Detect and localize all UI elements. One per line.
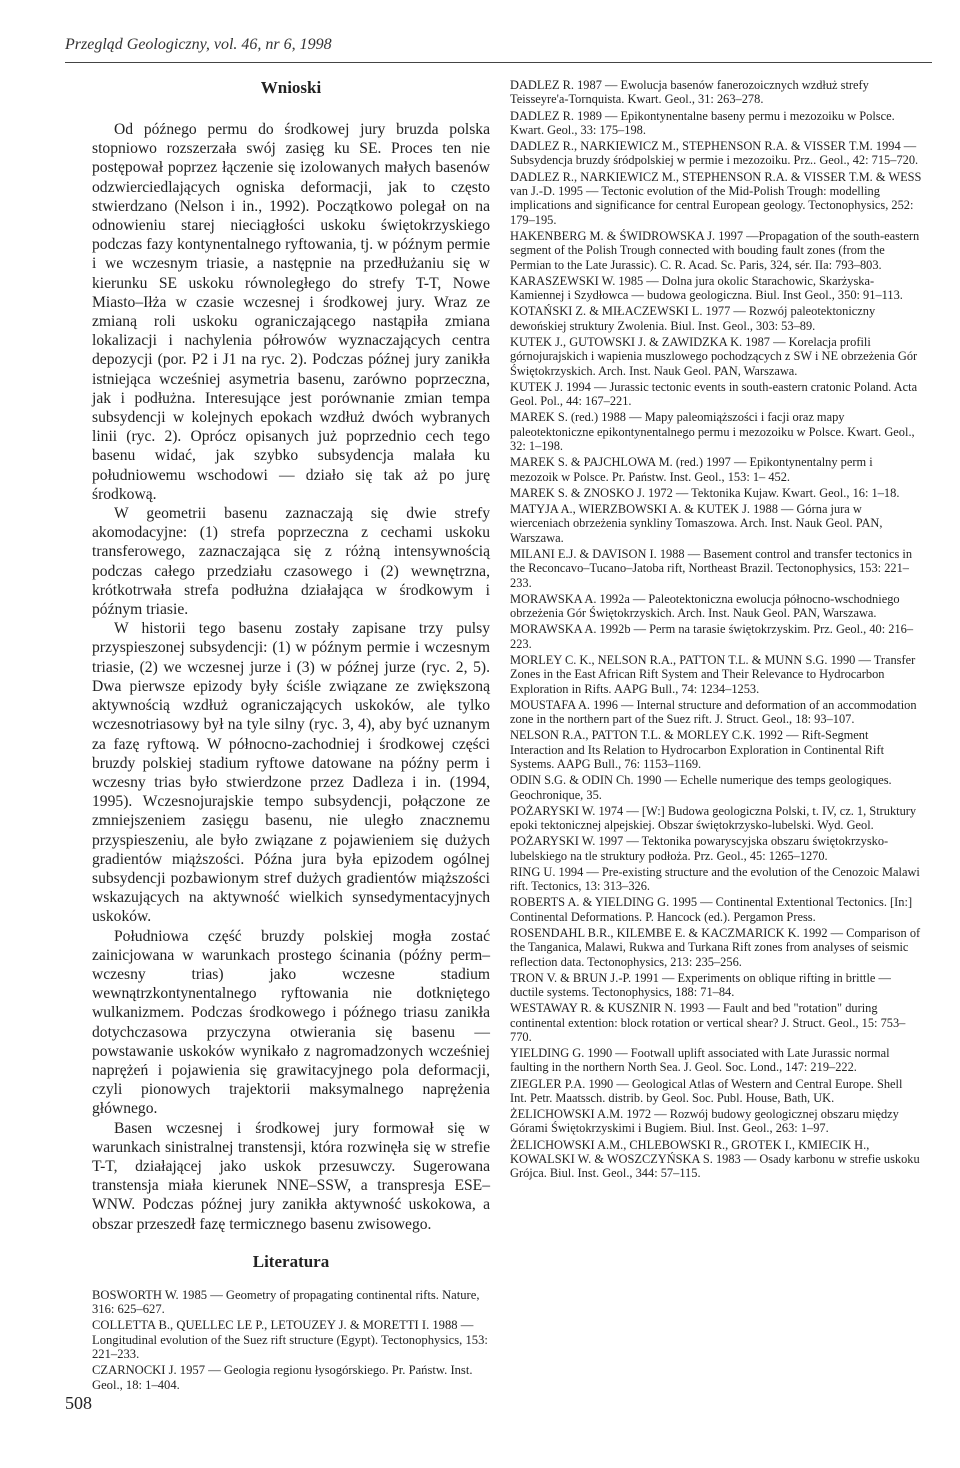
- references-left: [92, 1288, 490, 1393]
- page-number: 508: [65, 1393, 92, 1413]
- left-column: [92, 78, 490, 1394]
- reference-item: ZIEGLER P.A. 1990 — Geological Atlas of Western and Central Europe. Shell Int. Petr. Maatssch. distrib. by Geol. Soc. Publ. House, Bath, UK.: [510, 1076, 903, 1105]
- reference-item: WESTAWAY R. & KUSZNIR N. 1993 — Fault and bed "rotation" during continental extention: block rotation or vertical shear? J. Struct. Geol., 15: 753–770.: [510, 1001, 906, 1044]
- reference-item: ROBERTS A. & YIELDING G. 1995 — Continental Extentional Tectonics. [In:] Continental Deformations. P. Hancock (ed.). Pergamon Press.: [510, 895, 913, 924]
- reference-item: MAREK S. & ZNOSKO J. 1972 — Tektonika Kujaw. Kwart. Geol., 16: 1–18.: [510, 485, 900, 500]
- reference-item: MORAWSKA A. 1992b — Perm na tarasie świętokrzyskim. Prz. Geol., 40: 216–223.: [510, 622, 914, 651]
- reference-item: ŻELICHOWSKI A.M., CHLEBOWSKI R., GROTEK I., KMIECIK H., KOWALSKI W. & WOSZCZYŃSKA S. 1983 — Osady karbonu w strefie uskoku Grójca. Biul. Inst. Geol., 344: 57–115.: [510, 1137, 920, 1181]
- reference-item: ROSENDAHL B.R., KILEMBE E. & KACZMARICK K. 1992 — Comparison of the Tanganica, Malawi, Rukwa and Turkana Rift zones from analyses of seismic reflection data. Tectonophysics, 213: 235–256.: [510, 925, 921, 969]
- reference-item: MAREK S. & PAJCHLOWA M. (red.) 1997 — Epikontynentalny perm i mezozoik w Polsce. Pr. Państw. Inst. Geol., 153: 1– 452.: [510, 455, 873, 484]
- reference-item: POŻARYSKI W. 1997 — Tektonika powaryscyjska obszaru świętokrzysko-lubelskiego na tle struktury podłoża. Prz. Geol., 45: 1265–1270.: [510, 834, 889, 863]
- journal-header: Przegląd Geologiczny, vol. 46, nr 6, 1998: [65, 36, 332, 53]
- header-rule: [65, 62, 932, 63]
- reference-item: MOUSTAFA A. 1996 — Internal structure and deformation of an accommodation zone in the northern part of the Suez rift. J. Struct. Geol., 18: 93–107.: [510, 697, 917, 727]
- right-column: [510, 78, 922, 1182]
- reference-item: DADLEZ R. 1989 — Epikontynentalne baseny permu i mezozoiku w Polsce. Kwart. Geol., 33: 175–198.: [510, 108, 895, 137]
- reference-item: KARASZEWSKI W. 1985 — Dolna jura okolic Starachowic, Skarżyska-Kamiennej i Szydłowca — budowa geologiczna. Biul. Inst Geol., 350: 91–113.: [510, 273, 903, 303]
- reference-item: HAKENBERG M. & ŚWIDROWSKA J. 1997 —Propagation of the south-eastern segment of the Polish Trough connected with bouding fault zones (from the Permian to the Late Jurassic). C. R. Acad. Sc. Paris, 324, sér. IIa: 793–803.: [510, 228, 920, 272]
- conclusions-paragraph: W geometrii basenu zaznaczają się dwie strefy akomodacyjne: (1) strefa poprzeczna z cechami uskoku transferowego, zaznaczająca się z różną intensywnością podczas całego przedziału czasowego i (2) wewnętrzna, krótkotrwała strefa podłużna działająca w środkowym i późnym triasie.: [92, 505, 490, 619]
- reference-item: DADLEZ R., NARKIEWICZ M., STEPHENSON R.A. & VISSER T.M. & WESS van J.-D. 1995 — Tectonic evolution of the Mid-Polish Trough: modelling implications and significance for central European geology. Tectonophysics, 252: 179–195.: [510, 169, 922, 227]
- reference-item: DADLEZ R. 1987 — Ewolucja basenów fanerozoicznych wzdłuż strefy Teisseyre'a-Tornquista. Kwart. Geol., 31: 263–278.: [510, 78, 869, 107]
- reference-item: RING U. 1994 — Pre-existing structure and the evolution of the Cenozoic Malawi rift. Tectonics, 13: 313–326.: [510, 864, 920, 894]
- reference-item: MAREK S. (red.) 1988 — Mapy paleomiąższości i facji oraz mapy paleotektoniczne epikontynentalnego permu i mezozoiku w Polsce. Kwart. Geol., 32: 1–198.: [510, 410, 915, 454]
- reference-item: MILANI E.J. & DAVISON I. 1988 — Basement control and transfer tectonics in the Reconcavo–Tucano–Jatoba rift, Northeast Brazil. Tectonophysics, 153: 221–233.: [510, 546, 913, 590]
- reference-item: NELSON R.A., PATTON T.L. & MORLEY C.K. 1992 — Rift-Segment Interaction and Its Relation to Hydrocarbon Exploration in Continental Rift Systems. AAPG Bull., 76: 1153–1169.: [510, 728, 885, 772]
- conclusions-title: Wnioski: [260, 78, 322, 97]
- reference-item: COLLETTA B., QUELLEC LE P., LETOUZEY J. & MORETTI I. 1988 — Longitudinal evolution of the Suez rift structure (Egypt). Tectonophysics, 153: 221–233.: [92, 1318, 488, 1362]
- reference-item: ODIN S.G. & ODIN Ch. 1990 — Echelle numerique des temps geologiques. Geochronique, 35.: [510, 773, 892, 802]
- reference-item: CZARNOCKI J. 1957 — Geologia regionu łysogórskiego. Pr. Państw. Inst. Geol., 18: 1–404.: [92, 1363, 473, 1392]
- reference-item: YIELDING G. 1990 — Footwall uplift associated with Late Jurassic normal faulting in the northern North Sea. J. Geol. Soc. Lond., 147: 219–222.: [510, 1046, 890, 1075]
- conclusions-paragraph: W historii tego basenu zostały zapisane trzy pulsy przyspieszonej subsydencji: (1) w późnym permie i wczesnym triasie, (2) we wczesnej jurze i (3) w późnej jurze (ryc. 2, 5). Dwa pierwsze epizody były ściśle związane ze zwiększoną aktywnością wzdłuż ograniczających uskoków, ale tylko wczesnotriasowy był na tyle silny (ryc. 3, 4), aby być uznanym za fazę ryftową. W północno-zachodniej i środkowej części bruzdy polskiej stadium ryftowe datowane na późny perm i wczesny trias było stwierdzone przez Dadleza i in. (1994, 1995). Wczesnojurajskie tempo subsydencji, połączone ze zmniejszeniem zasięgu basenu, nie uległo znacznemu przyspieszeniu, ale było związane z pojawieniem się dużych gradientów miąższości. Późna jura była epizodem ogólnej subsydencji pozbawionym stref dużych gradientów miąższości wskazujących na aktywność wielkich synsedymentacyjnych uskoków.: [92, 620, 490, 926]
- reference-item: POŻARYSKI W. 1974 — [W:] Budowa geologiczna Polski, t. IV, cz. 1, Struktury epoki tektonicznej alpejskiej. Obszar świętokrzysko-lubelski. Wyd. Geol.: [510, 803, 917, 833]
- conclusions-paragraph: Południowa część bruzdy polskiej mogła zostać zainicjowana w warunkach prostego ścinania (późny perm– wczesny trias) jako wczesne stadium wewnątrzkontynentalnego ryftowania nie dotkniętego wulkanizmem. Podczas środkowego i późnego triasu zanikła dotychczasowa przyczyna otwierania się basenu — powstawanie uskoków wynikało z nagromadzonych wcześniej naprężeń i pojawienia się grawitacyjnego pola deformacji, czyli pionowych trajektorii maksymalnego naprężenia głównego.: [92, 927, 490, 1118]
- reference-item: BOSWORTH W. 1985 — Geometry of propagating continental rifts. Nature, 316: 625–627.: [92, 1287, 480, 1317]
- reference-item: MORAWSKA A. 1992a — Paleotektoniczna ewolucja północno-wschodniego obrzeżenia Gór Świętokrzyskich. Arch. Inst. Nauk Geol. PAN, Warszawa.: [510, 591, 900, 621]
- reference-item: MATYJA A., WIERZBOWSKI A. & KUTEK J. 1988 — Górna jura w wierceniach obrzeżenia synkliny Tomaszowa. Arch. Inst. Nauk Geol. PAN, Warszawa.: [510, 501, 883, 545]
- conclusions-paragraph: Basen wczesnej i środkowej jury formował się w warunkach sinistralnej transtensji, która rozwinęła się w strefie T-T, działającej jako uskok przesuwczy. Sugerowana transtensja miała kierunek NNE–SSW, a transpresja ESE–WNW. Podczas późnej jury zanikła aktywność uskokowa, a obszar przeszedł fazę termicznego basenu zwisowego.: [92, 1119, 490, 1233]
- literature-title: Literatura: [252, 1251, 330, 1271]
- reference-item: KUTEK J., GUTOWSKI J. & ZAWIDZKA K. 1987 — Korelacja profili górnojurajskich i wapienia muszlowego pochodzących z SW i NE obrzeżenia Gór Świętokrzyskich. Arch. Inst. Nauk Geol. PAN, Warszawa.: [510, 334, 918, 378]
- reference-item: MORLEY C. K., NELSON R.A., PATTON T.L. & MUNN S.G. 1990 — Transfer Zones in the East African Rift System and Their Relevance to Hydrocarbon Exploration in Rifts. AAPG Bull., 74: 1234–1253.: [510, 652, 916, 696]
- reference-item: KUTEK J. 1994 — Jurassic tectonic events in south-eastern cratonic Poland. Acta Geol. Pol., 44: 167–221.: [510, 379, 918, 409]
- conclusions-paragraph: Od późnego permu do środkowej jury bruzda polska stopniowo rozszerzała swój zasięg ku SE. Proces ten nie postępował poprzez łączenie się izolowanych małych basenów odzwierciedlających ogniska deformacji, jak to często stwierdzano (Nelson i in., 1992). Początkowo polegał on na odnowieniu starej nieciągłości uskoku świętokrzyskiego podczas fazy kontynentalnego ryftowania, tj. w późnym permie i we wczesnym triasie, a następnie na przedłużaniu się w kierunku SE uskoku równoległego do strefy T-T, Nowe Miasto–Iłża w czasie wczesnej i środkowej jury. Wraz ze zmianą roli uskoku ograniczającego nastąpiła zmiana lokalizacji i nachylenia półrowów wyznaczających centra depozycji (por. P2 i J1 na ryc. 2). Podczas późnej jury zanikła istniejąca wcześniej asymetria basenu, zarówno poprzeczna, jak i podłużna. Interesujące jest porównanie zmian tempa subsydencji w kolejnych epokach wzdłuż dwóch wybranych linii (ryc. 2). Oprócz opisanych już poprzednio cech tego basenu widać, jak szybko subsydencja malała ku południowemu wschodowi — działo się tak aż po jurę środkową.: [92, 121, 490, 503]
- reference-item: DADLEZ R., NARKIEWICZ M., STEPHENSON R.A. & VISSER T.M. 1994 — Subsydencja bruzdy śródpolskiej w permie i mezozoiku. Prz.. Geol., 42: 715–720.: [510, 139, 919, 168]
- reference-item: ŻELICHOWSKI A.M. 1972 — Rozwój budowy geologicznej obszaru między Górami Świętokrzyskimi i Bugiem. Biul. Inst. Geol., 263: 1–97.: [510, 1107, 899, 1136]
- reference-item: KOTAŃSKI Z. & MIŁACZEWSKI L. 1977 — Rozwój paleotektoniczny dewońskiej struktury Zwolenia. Biul. Inst. Geol., 303: 53–89.: [510, 304, 876, 333]
- reference-item: TRON V. & BRUN J.-P. 1991 — Experiments on oblique rifting in brittle — ductile systems. Tectonophysics, 188: 71–84.: [510, 970, 891, 1000]
